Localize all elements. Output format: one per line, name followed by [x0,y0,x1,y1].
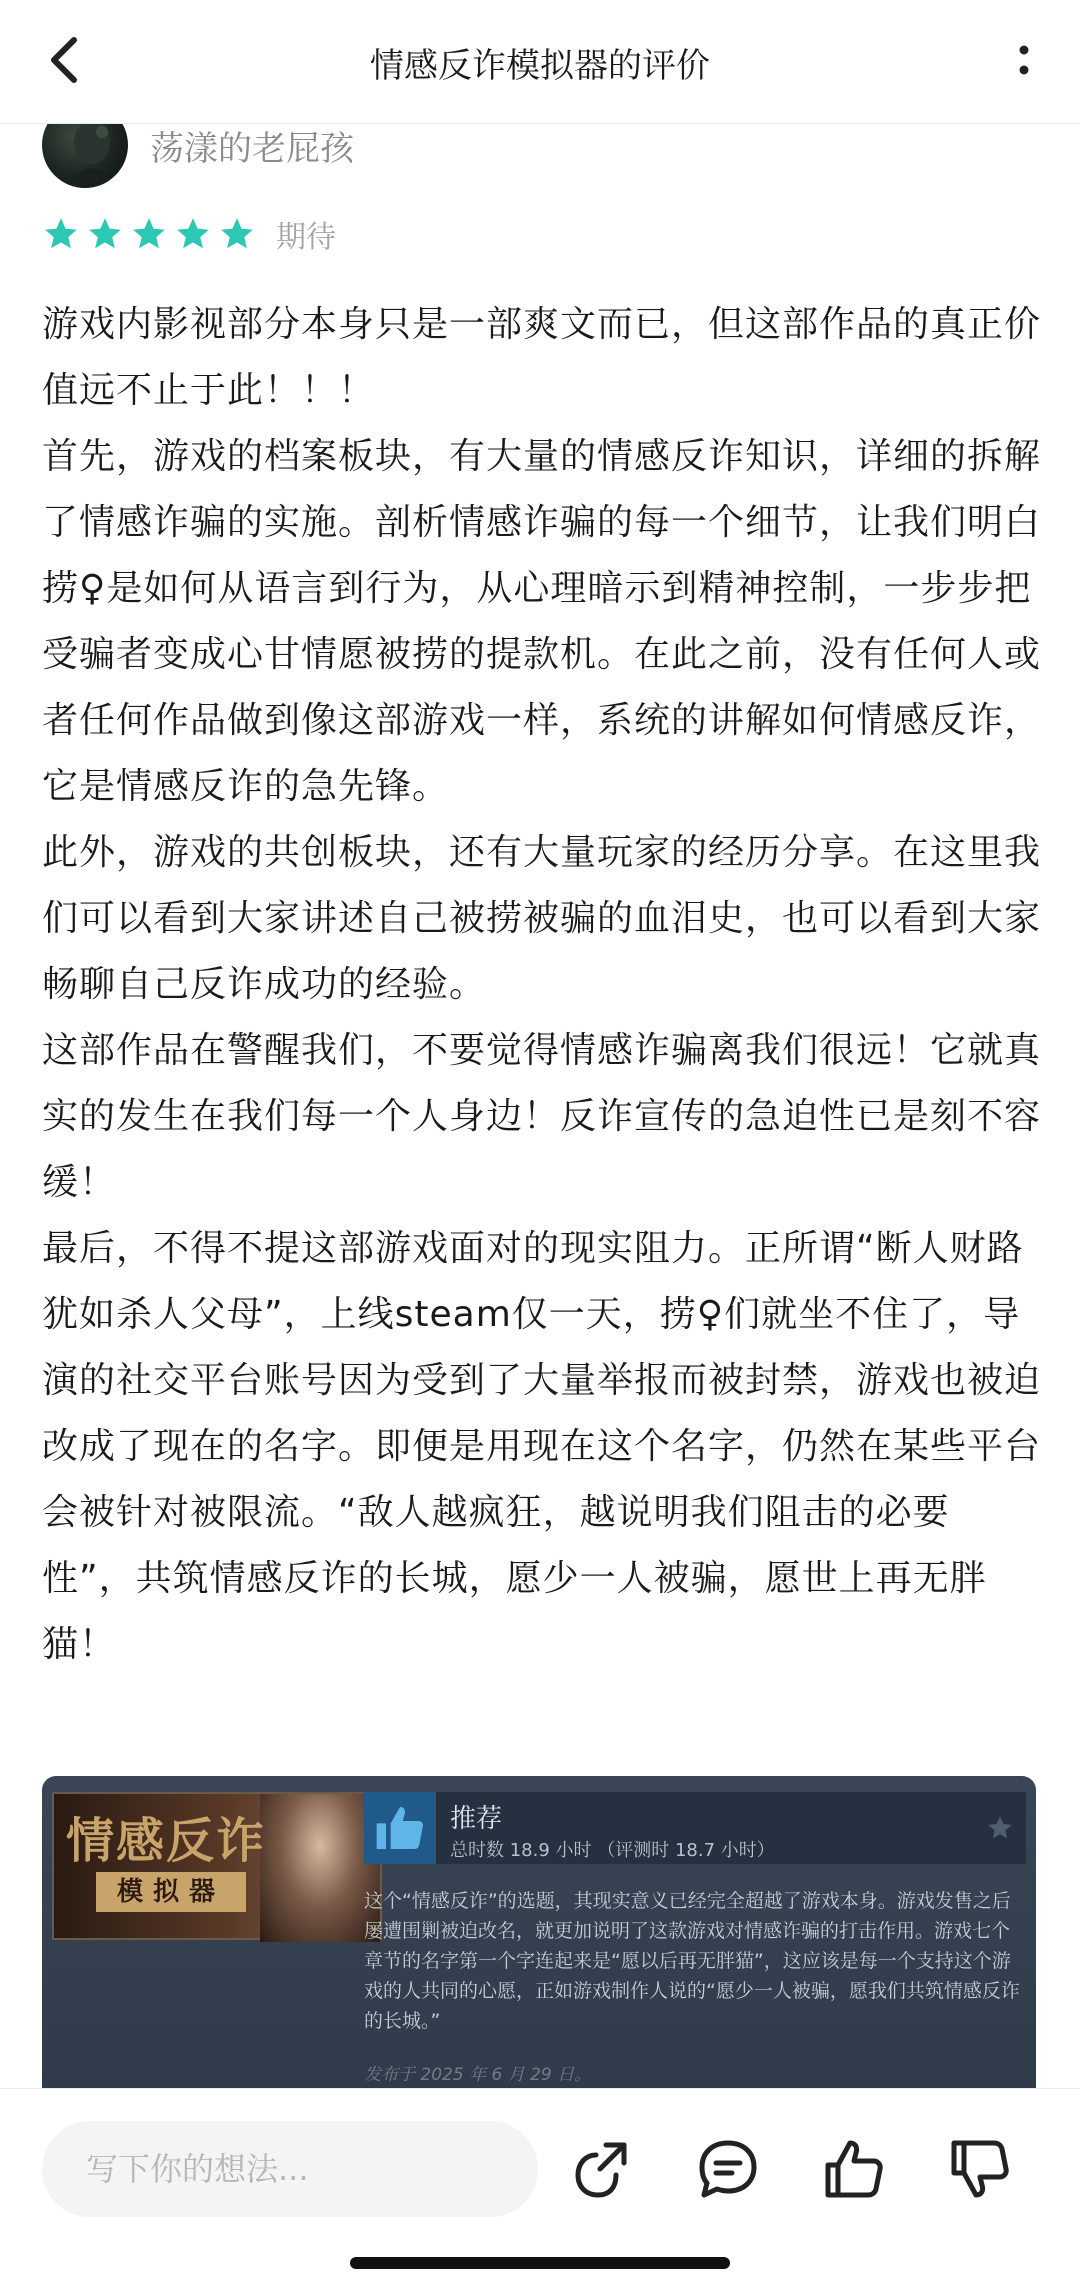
rating-label: 期待 [276,220,336,255]
review-paragraph: 此外，游戏的共创板块，还有大量玩家的经历分享。在这里我们可以看到大家讲述自己被捞被骗的血泪史，也可以看到大家畅聊自己反诈成功的经验。 [42,832,1042,1005]
game-cover-image [52,1792,382,1940]
app-header [0,0,1080,124]
steam-review-text: 这个“情感反诈”的选题，其现实意义已经完全超越了游戏本身。游戏发售之后屡遭围剿被迫改名，就更加说明了这款游戏对情感诈骗的打击作用。游戏七个章节的名字第一个字连起来是“愿以后再无胖猫”，这应该是每一个支持这个游戏的人共同的心愿，正如游戏制作人说的“愿少一人被骗，愿我们共筑情感反诈的长城。” [364,1890,1020,2032]
share-icon[interactable] [566,2133,638,2205]
steam-review-screenshot[interactable] [42,1776,1036,2088]
comment-icon[interactable] [692,2133,764,2205]
star-icon [86,215,124,253]
review-paragraph: 最后，不得不提这部游戏面对的现实阻力。正所谓“断人财路犹如杀人父母”，上线steam仅一天，捞♀们就坐不住了，导演的社交平台账号因为受到了大量举报而被封禁，游戏也被迫改成了现在的名字。即便是用现在这个名字，仍然在某些平台会被针对被限流。“敌人越疯狂，越说明我们阻击的必要性”，共筑情感反诈的长城，愿少一人被骗，愿世上再无胖猫！ [42,1228,1042,1665]
page-title: 情感反诈模拟器的评价 [370,46,710,86]
star-icon [174,215,212,253]
review-paragraph: 这部作品在警醒我们，不要觉得情感诈骗离我们很远！它就真实的发生在我们每一个人身边！反诈宣传的急迫性已是刻不容缓！ [42,1030,1042,1203]
cover-subtitle: 模拟器 [96,1872,246,1912]
playtime-text: 总时数 18.9 小时 （评测时 18.7 小时） [450,1840,775,1861]
home-indicator [350,2257,730,2269]
posted-date: 发布于 2025 年 6 月 29 日。 [364,2065,592,2085]
like-icon[interactable] [818,2133,890,2205]
author-name[interactable]: 荡漾的老屁孩 [150,128,354,169]
review-paragraph: 首先，游戏的档案板块，有大量的情感反诈知识，详细的拆解了情感诈骗的实施。剖析情感诈骗的每一个细节，让我们明白捞♀是如何从语言到行为，从心理暗示到精神控制，一步步把受骗者变成心甘情愿被捞的提款机。在此之前，没有任何人或者任何作品做到像这部游戏一样，系统的讲解如何情感反诈，它是情感反诈的急先锋。 [42,436,1042,807]
star-icon [42,215,80,253]
thumbs-up-icon [364,1792,436,1864]
cover-title: 情感反诈 [66,1813,267,1869]
bottom-action-bar [0,2088,1080,2288]
recommend-bar [364,1792,1026,1864]
star-icon [218,215,256,253]
star-icon [986,1814,1014,1842]
review-paragraph: 游戏内影视部分本身只是一部爽文而已，但这部作品的真正价值远不止于此！！！ [42,304,1042,411]
rating-row [42,212,336,256]
star-rating [42,215,256,253]
cover-figure [260,1794,380,1942]
recommend-label: 推荐 [450,1804,503,1834]
star-icon [130,215,168,253]
comment-input[interactable]: 写下你的想法... [42,2121,538,2217]
review-body [42,292,1042,1678]
dislike-icon[interactable] [944,2133,1016,2205]
more-options-icon[interactable] [1004,30,1044,90]
